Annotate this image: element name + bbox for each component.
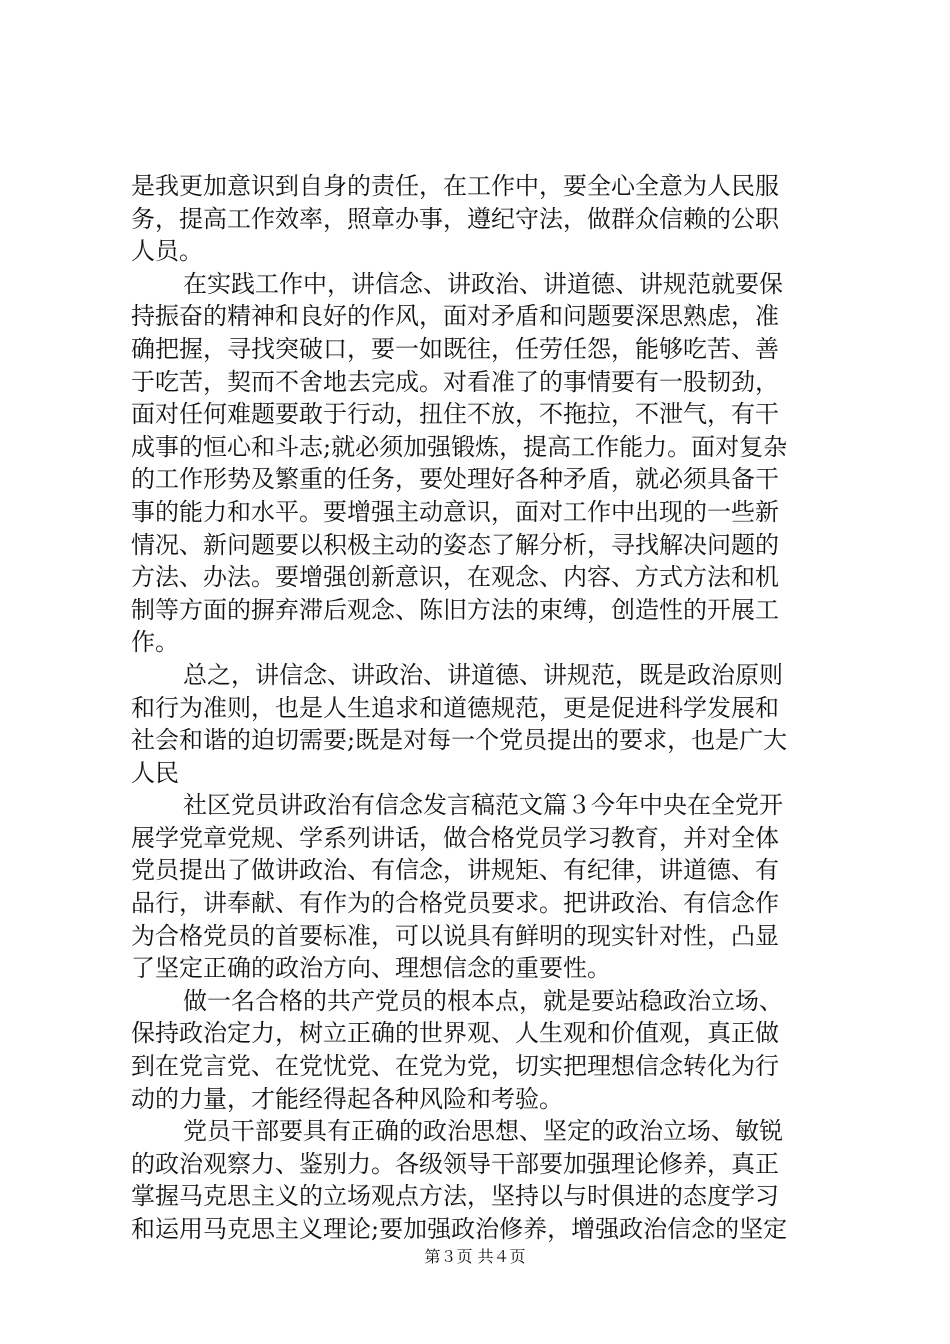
text-line: 社区党员讲政治有信念发言稿范文篇３今年中央在全党开 bbox=[183, 791, 783, 820]
text-line: 展学党章党规、学系列讲话，做合格党员学习教育，并对全体 bbox=[131, 823, 779, 852]
body-text bbox=[131, 170, 827, 1246]
text-line: 的工作形势及繁重的任务，要处理好各种矛盾，就必须具备干 bbox=[131, 465, 779, 494]
text-line: 持振奋的精神和良好的作风，面对矛盾和问题要深思熟虑，准 bbox=[131, 302, 779, 331]
text-line: 社会和谐的迫切需要;既是对每一个党员提出的要求，也是广大 bbox=[131, 726, 788, 755]
text-line: 为合格党员的首要标准，可以说具有鲜明的现实针对性，凸显 bbox=[131, 921, 779, 950]
text-line: 品行，讲奉献、有作为的合格党员要求。把讲政治、有信念作 bbox=[131, 889, 779, 918]
text-line: 党员提出了做讲政治、有信念，讲规矩、有纪律，讲道德、有 bbox=[131, 856, 779, 885]
text-line: 党员干部要具有正确的政治思想、坚定的政治立场、敏锐 bbox=[183, 1117, 783, 1146]
text-line: 保持政治定力，树立正确的世界观、人生观和价值观，真正做 bbox=[131, 1019, 779, 1048]
text-line: 在实践工作中，讲信念、讲政治、讲道德、讲规范就要保 bbox=[183, 269, 783, 298]
text-line: 方法、办法。要增强创新意识，在观念、内容、方式方法和机 bbox=[131, 563, 779, 592]
text-line: 人员。 bbox=[131, 237, 203, 266]
text-line: 和运用马克思主义理论;要加强政治修养，增强政治信念的坚定 bbox=[131, 1215, 788, 1243]
text-line: 情况、新问题要以积极主动的姿态了解分析，寻找解决问题的 bbox=[131, 530, 779, 559]
text-line: 人民 bbox=[131, 758, 179, 787]
text-line: 到在党言党、在党忧党、在党为党，切实把理想信念转化为行 bbox=[131, 1052, 779, 1081]
text-line: 于吃苦，契而不舍地去完成。对看准了的事情要有一股韧劲， bbox=[131, 367, 779, 396]
text-line: 事的能力和水平。要增强主动意识，面对工作中出现的一些新 bbox=[131, 497, 779, 526]
text-line: 制等方面的摒弃滞后观念、陈旧方法的束缚，创造性的开展工 bbox=[131, 595, 779, 624]
text-line: 和行为准则，也是人生追求和道德规范，更是促进科学发展和 bbox=[131, 693, 779, 722]
text-line: 面对任何难题要敢于行动，扭住不放，不拖拉，不泄气，有干 bbox=[131, 400, 779, 429]
text-line: 了坚定正确的政治方向、理想信念的重要性。 bbox=[131, 954, 611, 983]
text-line: 是我更加意识到自身的责任，在工作中，要全心全意为人民服 bbox=[131, 172, 779, 200]
text-line: 总之，讲信念、讲政治、讲道德、讲规范，既是政治原则 bbox=[183, 660, 783, 689]
text-line: 的政治观察力、鉴别力。各级领导干部要加强理论修养，真正 bbox=[131, 1149, 779, 1178]
text-line: 确把握，寻找突破口，要一如既往，任劳任怨，能够吃苦、善 bbox=[131, 334, 779, 363]
page-number-footer: 第３页 共４页 bbox=[424, 1247, 526, 1266]
text-line: 做一名合格的共产党员的根本点，就是要站稳政治立场、 bbox=[183, 986, 783, 1015]
text-line: 成事的恒心和斗志;就必须加强锻炼，提高工作能力。面对复杂 bbox=[131, 432, 788, 461]
text-line: 作。 bbox=[131, 628, 179, 657]
text-line: 动的力量，才能经得起各种风险和考验。 bbox=[131, 1084, 563, 1113]
text-line: 务，提高工作效率，照章办事，遵纪守法，做群众信赖的公职 bbox=[131, 204, 779, 233]
text-line: 掌握马克思主义的立场观点方法，坚持以与时俱进的态度学习 bbox=[131, 1182, 779, 1211]
